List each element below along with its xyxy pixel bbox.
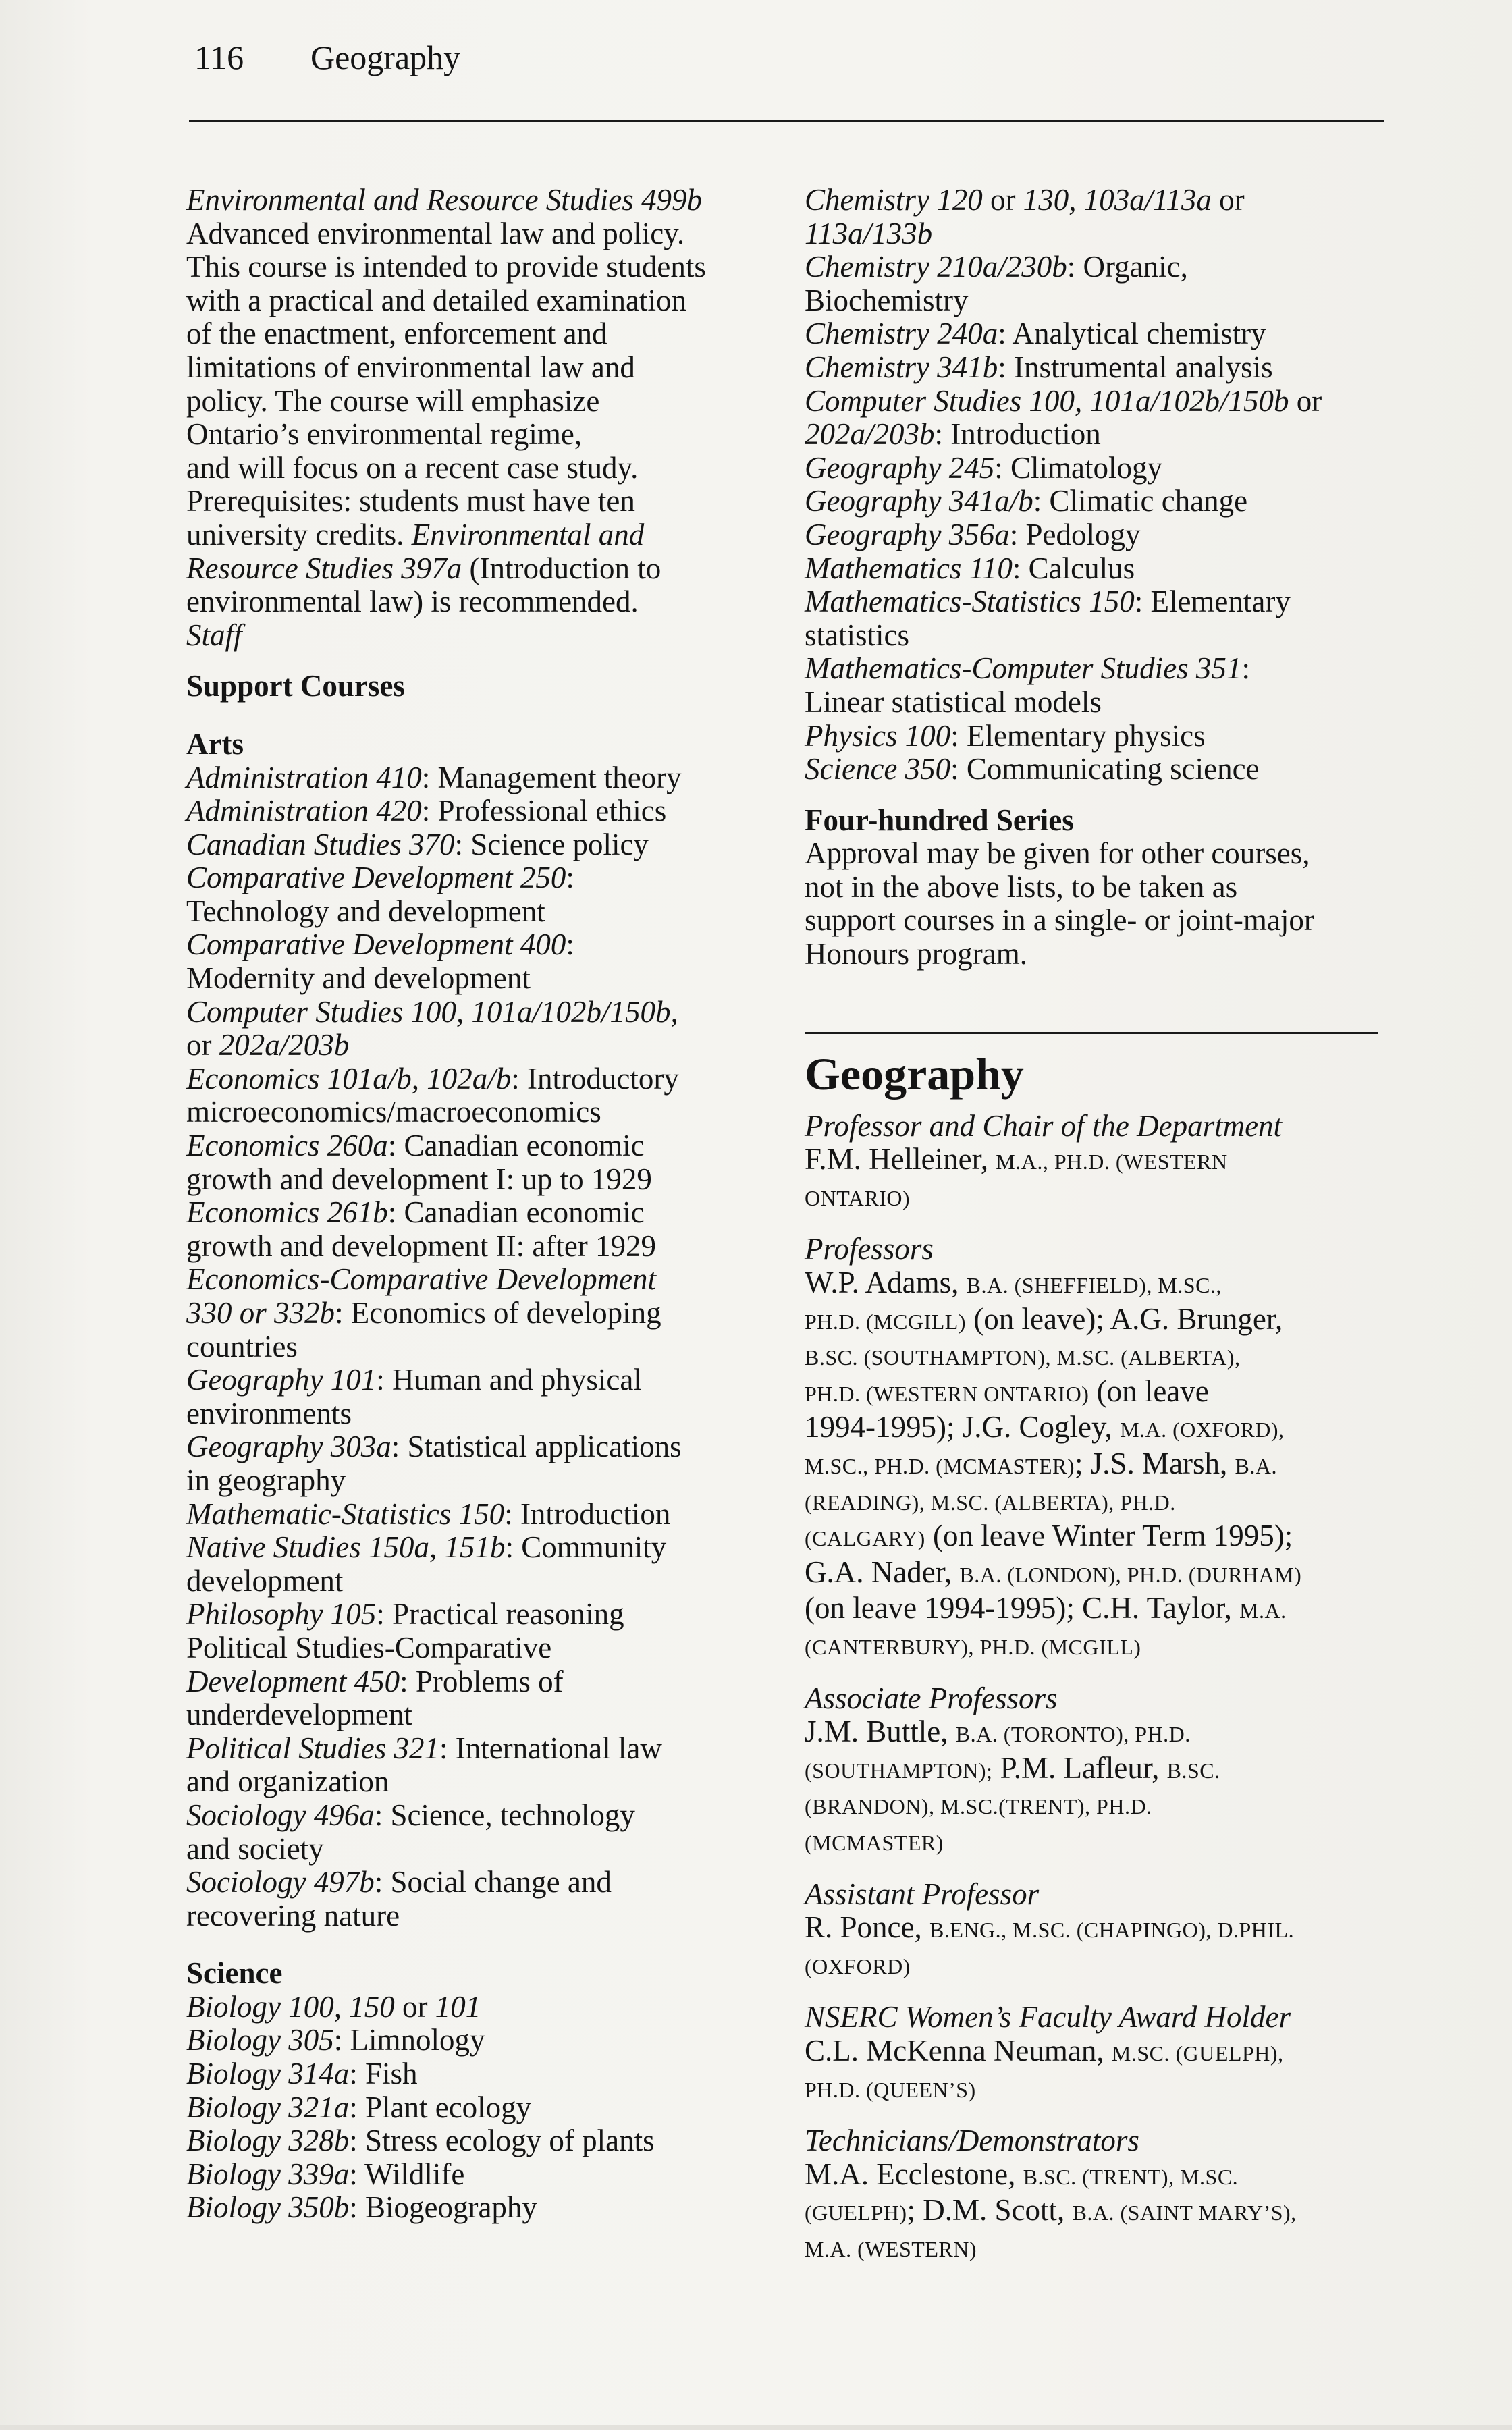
faculty-degree: M.SC., PH.D. (MCMASTER) <box>805 1454 1075 1478</box>
faculty-degree: (CALGARY) <box>805 1526 925 1551</box>
professor-line <box>805 1411 1385 1447</box>
course-text: recovering nature <box>186 1898 400 1933</box>
course-text: : Canadian economic <box>387 1195 645 1230</box>
faculty-name: (on leave Winter Term 1995); <box>925 1519 1293 1553</box>
course-description-line: policy. The course will emphasize <box>186 383 600 418</box>
course-code: 202a/203b <box>219 1028 350 1062</box>
course-text: or <box>982 183 1023 217</box>
science-course-line <box>186 1991 780 2024</box>
faculty-degree: PH.D. (WESTERN ONTARIO) <box>805 1381 1089 1406</box>
arts-course-line <box>186 1163 780 1197</box>
course-code: Political Studies 321 <box>186 1731 439 1765</box>
nserc-line <box>805 2071 1385 2107</box>
course-text: or <box>394 1989 435 2024</box>
course-code: Sociology 497b <box>186 1865 375 1899</box>
professor-line <box>805 1375 1385 1411</box>
science-course-line <box>186 2191 780 2225</box>
assistant-professor-title: Assistant Professor <box>805 1877 1040 1911</box>
course-code: 330 or 332b <box>186 1296 335 1330</box>
faculty-name: (on leave 1994-1995); C.H. Taylor, <box>805 1591 1240 1625</box>
course-text: : <box>566 861 574 895</box>
faculty-degree: PH.D. (MCGILL) <box>805 1309 966 1334</box>
course-title: Environmental and Resource Studies 499b <box>186 183 703 217</box>
course-code: Biology 350b <box>186 2190 350 2225</box>
associate-professors-title: Associate Professors <box>805 1681 1058 1715</box>
arts-course-line <box>186 1698 780 1732</box>
course-text: or <box>186 1028 219 1062</box>
course-description-line: This course is intended to provide students <box>186 250 706 284</box>
chair-name: F.M. Helleiner, M.A., PH.D. (WESTERN <box>805 1142 1228 1177</box>
science-course-line <box>805 652 1385 686</box>
arts-course-line <box>186 794 780 828</box>
right-column <box>805 184 1385 2266</box>
course-text: : Statistical applications <box>391 1430 682 1464</box>
faculty-degree: M.A. <box>1239 1598 1287 1623</box>
course-text: : Limnology <box>333 2023 485 2057</box>
course-description-line: limitations of environmental law and <box>186 350 635 384</box>
associate-professor-line <box>805 1752 1385 1788</box>
course-text: Technology and development <box>186 894 545 928</box>
course-code: Chemistry 240a <box>805 317 998 351</box>
course-text: growth and development II: after 1929 <box>186 1228 657 1263</box>
course-description-line: Ontario’s environmental regime, <box>186 417 583 452</box>
science-heading: Science <box>186 1956 283 1991</box>
science-course-line <box>805 284 1385 318</box>
course-text: : <box>566 927 574 962</box>
professor-line <box>805 1266 1385 1303</box>
technician-line <box>805 2194 1385 2230</box>
course-text: : Fish <box>349 2057 418 2091</box>
faculty-degree: B.SC. (SOUTHAMPTON), M.SC. (ALBERTA), <box>805 1345 1241 1370</box>
professor-line <box>805 1484 1385 1520</box>
four-hundred-heading: Four-hundred Series <box>805 803 1074 837</box>
course-text: : Introductory <box>511 1061 679 1096</box>
science-course-line <box>805 250 1385 284</box>
faculty-degree: B.A. (TORONTO), PH.D. <box>955 1722 1191 1747</box>
course-text: and society <box>186 1831 324 1866</box>
arts-course-line <box>186 1430 780 1464</box>
faculty-name: P.M. Lafleur, <box>992 1750 1167 1785</box>
arts-course-line <box>186 1866 780 1899</box>
faculty-degree: PH.D. (QUEEN’S) <box>805 2077 976 2102</box>
course-text: countries <box>186 1329 298 1364</box>
four-hundred-line: not in the above lists, to be taken as <box>805 869 1238 904</box>
faculty-name: ; J.S. Marsh, <box>1075 1447 1235 1480</box>
science-course-line <box>805 385 1385 418</box>
faculty-degree: (MCMASTER) <box>805 1830 944 1855</box>
science-course-list <box>186 1991 780 2225</box>
arts-course-line <box>186 1565 780 1598</box>
course-code: Economics 261b <box>186 1195 388 1230</box>
course-code: Mathematics 110 <box>805 551 1013 585</box>
course-text: : Elementary physics <box>950 718 1206 753</box>
course-code: Administration 420 <box>186 794 422 828</box>
course-text: : Communicating science <box>950 752 1260 786</box>
course-code: 113a/133b <box>805 216 933 250</box>
science-course-line <box>805 619 1385 653</box>
arts-course-line <box>186 1631 780 1665</box>
four-hundred-line: Approval may be given for other courses, <box>805 836 1310 871</box>
course-code: Economics-Comparative Development <box>186 1262 657 1297</box>
faculty-name: W.P. Adams, <box>805 1266 967 1300</box>
course-code: Geography 303a <box>186 1430 392 1464</box>
science-course-list-continued <box>805 184 1385 786</box>
section-rule <box>805 1032 1378 1034</box>
arts-course-line <box>186 1464 780 1498</box>
course-description-line: Prerequisites: students must have ten <box>186 484 635 518</box>
arts-course-line <box>186 1732 780 1766</box>
course-text: : Calculus <box>1012 551 1135 585</box>
arts-course-line <box>186 1598 780 1631</box>
course-text: development <box>186 1563 344 1598</box>
faculty-name: C.L. McKenna Neuman, <box>805 2033 1112 2068</box>
science-course-line <box>805 317 1385 351</box>
course-text: : Science policy <box>454 827 649 861</box>
geography-heading: Geography <box>805 1048 1024 1100</box>
course-text: growth and development I: up to 1929 <box>186 1162 652 1196</box>
faculty-degree: B.A. (LONDON), PH.D. (DURHAM) <box>959 1562 1302 1587</box>
course-text: : Analytical chemistry <box>998 317 1266 351</box>
science-course-line <box>805 184 1385 217</box>
course-code: Development 450 <box>186 1664 400 1698</box>
technicians-list <box>805 2158 1385 2267</box>
course-text: : Elementary <box>1134 585 1291 619</box>
technician-line <box>805 2230 1385 2267</box>
course-text: : Science, technology <box>374 1798 635 1832</box>
support-courses-heading: Support Courses <box>186 669 405 703</box>
arts-course-line <box>186 1062 780 1096</box>
professor-line <box>805 1519 1385 1556</box>
course-text: : Problems of <box>400 1664 564 1698</box>
arts-course-line <box>186 1297 780 1330</box>
arts-course-line <box>186 962 780 996</box>
four-hundred-line: Honours program. <box>805 937 1027 971</box>
four-hundred-line: support courses in a single- or joint-major <box>805 903 1314 938</box>
header-rule <box>189 120 1384 122</box>
science-course-line <box>805 518 1385 552</box>
course-code: Economics 260a <box>186 1129 388 1163</box>
course-prereq-line: environmental law) is recommended. <box>186 585 639 619</box>
nserc-line <box>805 2034 1385 2071</box>
course-text: underdevelopment <box>186 1698 412 1732</box>
science-course-line <box>805 753 1385 786</box>
faculty-name: (on leave); A.G. Brunger, <box>965 1301 1283 1336</box>
course-code: Economics 101a/b, 102a/b <box>186 1061 512 1096</box>
course-code: Geography 356a <box>805 517 1010 551</box>
course-code: Biology 314a <box>186 2057 350 2091</box>
faculty-name: (on leave <box>1089 1374 1209 1408</box>
course-code: Chemistry 210a/230b <box>805 250 1067 284</box>
course-code: Canadian Studies 370 <box>186 827 455 861</box>
course-text: : Social change and <box>374 1865 612 1899</box>
course-code: Biology 100, 150 <box>186 1989 395 2024</box>
course-text: or <box>1289 383 1322 418</box>
course-text: statistics <box>805 618 909 652</box>
course-text: Political Studies-Comparative <box>186 1630 552 1665</box>
course-text: : Pedology <box>1009 517 1141 551</box>
course-text: or <box>1211 183 1245 217</box>
arts-course-line <box>186 1765 780 1799</box>
course-code: Geography 101 <box>186 1363 377 1397</box>
course-text: : Organic, <box>1066 250 1188 284</box>
arts-course-line <box>186 1799 780 1833</box>
course-code: Mathematics-Statistics 150 <box>805 585 1135 619</box>
course-code: Geography 245 <box>805 450 995 485</box>
faculty-name: G.A. Nader, <box>805 1555 960 1589</box>
associate-professors-list <box>805 1715 1385 1860</box>
course-code: Biology 321a <box>186 2090 350 2124</box>
faculty-degree: (SOUTHAMPTON); <box>805 1758 993 1783</box>
course-prereq-line: Resource Studies 397a (Introduction to <box>186 551 662 585</box>
technician-line <box>805 2158 1385 2194</box>
professor-line <box>805 1628 1385 1665</box>
science-course-line <box>805 686 1385 720</box>
science-course-line <box>805 418 1385 452</box>
course-description-line: and will focus on a recent case study. <box>186 450 639 485</box>
course-text: : Climatic change <box>1033 484 1248 518</box>
course-code: Biology 328b <box>186 2124 350 2158</box>
faculty-name: M.A. Ecclestone, <box>805 2157 1023 2191</box>
arts-course-line <box>186 1531 780 1565</box>
course-text: : Management theory <box>421 760 682 794</box>
faculty-degree: B.SC. <box>1166 1758 1220 1783</box>
course-description-line: of the enactment, enforcement and <box>186 317 608 351</box>
science-course-line <box>186 2091 780 2125</box>
course-code: Geography 341a/b <box>805 484 1033 518</box>
course-text: : Stress ecology of plants <box>349 2124 655 2158</box>
faculty-degree: B.SC. (TRENT), M.SC. <box>1023 2164 1239 2189</box>
faculty-degree: (BRANDON), M.SC.(TRENT), PH.D. <box>805 1794 1152 1819</box>
course-code: 101 <box>435 1989 481 2024</box>
arts-course-line <box>186 1196 780 1230</box>
course-text: : Climatology <box>994 450 1162 485</box>
associate-professor-line <box>805 1787 1385 1824</box>
course-code: Administration 410 <box>186 760 422 794</box>
science-course-line <box>186 2158 780 2192</box>
course-code: Chemistry 120 <box>805 183 983 217</box>
course-description <box>186 217 780 518</box>
professor-line <box>805 1556 1385 1592</box>
faculty-degree: M.A. (OXFORD), <box>1120 1418 1285 1442</box>
course-code: Comparative Development 250 <box>186 861 566 895</box>
course-text: microeconomics/macroeconomics <box>186 1095 601 1129</box>
course-text: Linear statistical models <box>805 684 1102 719</box>
course-code: Computer Studies 100, 101a/102b/150b <box>805 383 1289 418</box>
course-text: : International law <box>439 1731 662 1765</box>
assistant-professor-list <box>805 1911 1385 1983</box>
arts-course-list <box>186 761 780 1933</box>
arts-heading: Arts <box>186 726 244 761</box>
course-text: : Biogeography <box>349 2190 537 2225</box>
course-prereq-line: university credits. Environmental and <box>186 517 645 551</box>
course-description-line: Advanced environmental law and policy. <box>186 216 685 250</box>
left-column <box>186 184 780 2225</box>
course-text: environments <box>186 1396 352 1430</box>
course-text: : Canadian economic <box>387 1129 645 1163</box>
course-description-line: with a practical and detailed examination <box>186 283 686 317</box>
science-course-line <box>186 2124 780 2158</box>
science-course-line <box>805 452 1385 485</box>
course-text: : Introduction <box>504 1496 671 1531</box>
chair-title: Professor and Chair of the Department <box>805 1108 1282 1143</box>
course-text: Biochemistry <box>805 283 969 317</box>
course-text: : Professional ethics <box>421 794 667 828</box>
arts-course-line <box>186 828 780 862</box>
arts-course-line <box>186 1665 780 1699</box>
faculty-name: J.M. Buttle, <box>805 1714 956 1749</box>
associate-professor-line <box>805 1715 1385 1752</box>
professor-line <box>805 1592 1385 1628</box>
faculty-name: 1994-1995); J.G. Cogley, <box>805 1410 1120 1444</box>
professors-title: Professors <box>805 1232 934 1266</box>
faculty-degree: (GUELPH) <box>805 2200 907 2225</box>
arts-course-line <box>186 1364 780 1397</box>
arts-course-line <box>186 1899 780 1933</box>
page-edge <box>0 2425 1512 2430</box>
course-text: : Instrumental analysis <box>998 350 1273 384</box>
technicians-title: Technicians/Demonstrators <box>805 2124 1139 2158</box>
course-code: Physics 100 <box>805 718 951 753</box>
faculty-degree: M.A. (WESTERN) <box>805 2236 977 2261</box>
science-course-line <box>186 2024 780 2057</box>
four-hundred-text <box>805 837 1385 971</box>
arts-course-line <box>186 1833 780 1866</box>
course-code: Chemistry 341b <box>805 350 998 384</box>
chair-degree: ONTARIO) <box>805 1185 911 1210</box>
science-course-line <box>805 217 1385 251</box>
arts-course-line <box>186 1397 780 1431</box>
nserc-list <box>805 2034 1385 2107</box>
science-course-line <box>805 485 1385 518</box>
faculty-degree: B.A. (SAINT MARY’S), <box>1072 2200 1297 2225</box>
professor-line <box>805 1303 1385 1339</box>
arts-course-line <box>186 861 780 895</box>
arts-course-line <box>186 761 780 795</box>
associate-professor-line <box>805 1824 1385 1860</box>
professor-line <box>805 1447 1385 1484</box>
science-course-line <box>186 2057 780 2091</box>
course-code: Mathematic-Statistics 150 <box>186 1496 505 1531</box>
arts-course-line <box>186 1096 780 1129</box>
professors-list <box>805 1266 1385 1665</box>
course-text: in geography <box>186 1463 346 1497</box>
faculty-degree: B.A. (SHEFFIELD), M.SC., <box>966 1273 1222 1298</box>
faculty-name: R. Ponce, <box>805 1910 929 1945</box>
course-code: Biology 305 <box>186 2023 334 2057</box>
science-course-line <box>805 720 1385 753</box>
course-code: Philosophy 105 <box>186 1597 377 1631</box>
nserc-title: NSERC Women’s Faculty Award Holder <box>805 2000 1291 2034</box>
faculty-degree: (OXFORD) <box>805 1953 911 1978</box>
course-text: : Human and physical <box>376 1363 642 1397</box>
science-course-line <box>805 552 1385 586</box>
arts-course-line <box>186 1230 780 1264</box>
course-text: : Wildlife <box>349 2157 465 2191</box>
assistant-professor-line <box>805 1911 1385 1947</box>
course-code: Computer Studies 100, 101a/102b/150b, <box>186 994 678 1029</box>
course-text: : Plant ecology <box>349 2090 532 2124</box>
arts-course-line <box>186 928 780 962</box>
page-number: 116 <box>194 38 244 76</box>
course-code: Mathematics-Computer Studies 351 <box>805 651 1242 686</box>
course-code: Comparative Development 400 <box>186 927 566 962</box>
assistant-professor-line <box>805 1947 1385 1984</box>
science-course-line <box>805 351 1385 385</box>
arts-course-line <box>186 1129 780 1163</box>
course-code: 130, 103a/113a <box>1023 183 1212 217</box>
arts-course-line <box>186 1498 780 1532</box>
faculty-degree: B.A. <box>1235 1454 1277 1478</box>
faculty-degree: M.SC. (GUELPH), <box>1111 2041 1284 2066</box>
science-course-line <box>805 585 1385 619</box>
course-text: Modernity and development <box>186 961 531 996</box>
course-text: : Community <box>505 1530 667 1565</box>
course-text: : Economics of developing <box>335 1296 662 1330</box>
faculty-degree: (CANTERBURY), PH.D. (MCGILL) <box>805 1634 1141 1659</box>
arts-course-line <box>186 1330 780 1364</box>
course-text: : <box>1241 651 1250 686</box>
professor-line <box>805 1339 1385 1375</box>
faculty-name: ; D.M. Scott, <box>907 2193 1073 2228</box>
course-code: Biology 339a <box>186 2157 350 2191</box>
course-text: and organization <box>186 1764 389 1799</box>
course-code: Native Studies 150a, 151b <box>186 1530 506 1565</box>
arts-course-line <box>186 895 780 929</box>
course-code: 202a/203b <box>805 417 935 452</box>
faculty-degree: B.ENG., M.SC. (CHAPINGO), D.PHIL. <box>929 1918 1295 1943</box>
arts-course-line <box>186 1029 780 1062</box>
faculty-degree: (READING), M.SC. (ALBERTA), PH.D. <box>805 1490 1176 1515</box>
course-staff: Staff <box>186 618 242 652</box>
arts-course-line <box>186 996 780 1029</box>
course-code: Sociology 496a <box>186 1798 375 1832</box>
arts-course-line <box>186 1263 780 1297</box>
course-text: : Introduction <box>934 417 1101 452</box>
course-text: : Practical reasoning <box>376 1597 624 1631</box>
course-code: Science 350 <box>805 752 951 786</box>
running-header: Geography <box>310 38 461 76</box>
